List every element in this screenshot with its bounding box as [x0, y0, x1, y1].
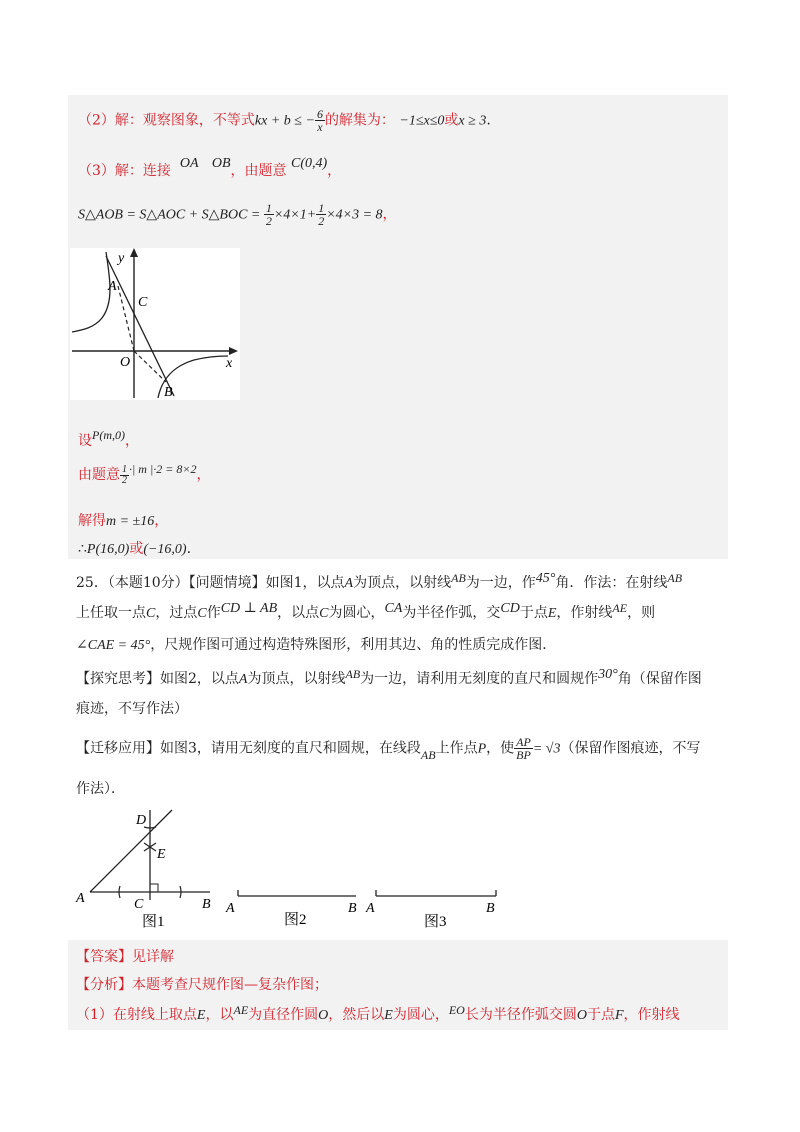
fig1-label-a: A — [76, 891, 85, 906]
fig1-label-e: E — [157, 847, 166, 862]
solution-set-1: −1≤x≤0 — [399, 113, 445, 129]
solution-part2: （2）解：观察图象，不等式kx + b ≤ − $\frac{6}{x}$ 的解集为： −1≤x≤0或x ≥ 3. — [78, 107, 491, 134]
coordinate-graph — [70, 248, 240, 400]
analysis-line: 【分析】本题考查尺规作图—复杂作图； — [76, 977, 328, 993]
question-line-2: 上任取一点C，过点C作CD ⊥ AB，以点C为圆心，CA为半径作弧，交CD于点E，作射线AE，则 — [76, 601, 656, 621]
conclusion: ∴P(16,0)或(−16,0). — [78, 541, 192, 557]
fig3-label-a: A — [366, 901, 375, 916]
answer-line: 【答案】见详解 — [76, 949, 174, 965]
fig1-label-c: C — [134, 897, 144, 912]
area-formula: S△AOB = S△AOC + S△BOC = $\frac{1}{2}$ ×4×1+ $\frac{1}{2}$ ×4×3 = 8， — [78, 201, 397, 228]
question-line-6: 【迁移应用】如图3，请用无刻度的直尺和圆规，在线段AB上作点P，使 $\frac{AP}{BP}$ = √3（保留作图痕迹，不写 — [76, 735, 701, 762]
fig1-label-d: D — [136, 813, 147, 828]
fig1-caption: 图1 — [142, 914, 165, 930]
question-line-4: 【探究思考】如图2，以点A为顶点，以射线AB为一边，请利用无刻度的直尺和圆规作30°角（保留作图 — [76, 667, 702, 687]
fig1-right-angle-mark — [150, 884, 158, 892]
solution-part3: （3）解：连接 OA OB，由题意 C(0,4)， — [78, 156, 342, 179]
question-line-1: 25．（本题10分）【问题情境】如图1，以点A为顶点，以射线AB为一边，作45°角．作法：在射线AB — [76, 571, 683, 591]
fig2-caption: 图2 — [284, 912, 307, 928]
fig2-label-a: A — [226, 901, 235, 916]
fraction-6-over-x: $\frac{6}{x}$ — [316, 107, 323, 134]
fig3-label-b: B — [486, 901, 495, 916]
fig3-caption: 图3 — [424, 914, 447, 930]
solution-set-2: x ≥ 3 — [458, 113, 487, 129]
analysis-step-1: （1）在射线上取点E，以AE为直径作圆O，然后以E为圆心，EO长为半径作弧交圆O于点F，作射线 — [76, 1003, 680, 1023]
question-line-7: 作法）． — [76, 781, 125, 797]
solve-m: 解得m = ±16， — [78, 513, 169, 529]
label-y: y — [118, 251, 125, 266]
construction-figures — [60, 800, 520, 940]
label-b: B — [164, 385, 173, 400]
label-x: x — [226, 356, 233, 371]
question-line-3: ∠CAE = 45°，尺规作图可通过构造特殊图形，利用其边、角的性质完成作图． — [76, 637, 557, 653]
label-o: O — [120, 355, 131, 370]
fig2-label-b: B — [348, 901, 357, 916]
label-a: A — [108, 279, 117, 294]
fraction-ap-over-bp: $\frac{AP}{BP}$ — [516, 735, 531, 762]
area-equation: 由题意 $\frac{1}{2}$ ·| m |·2 = 8×2， — [78, 462, 211, 486]
fig1-label-b: B — [202, 897, 211, 912]
inequality: kx + b ≤ − — [254, 113, 315, 129]
label-c: C — [138, 295, 148, 310]
set-point-p: 设P(m,0)， — [78, 428, 139, 449]
question-line-5: 痕迹，不写作法） — [76, 701, 188, 717]
